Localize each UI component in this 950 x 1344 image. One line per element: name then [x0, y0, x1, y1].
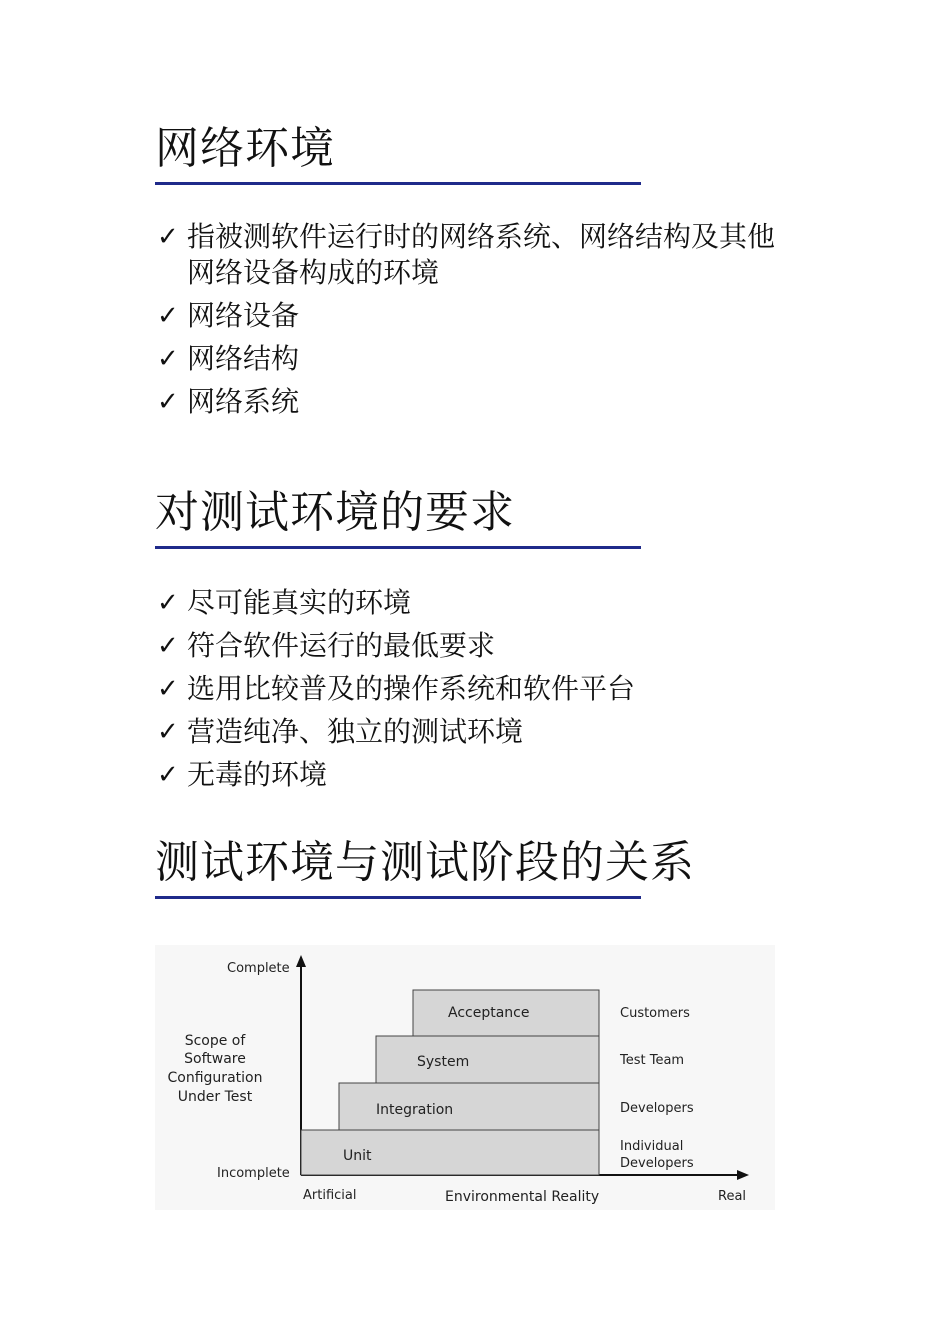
list-item-text: 网络结构	[187, 342, 300, 375]
list-item-text: 符合软件运行的最低要求	[187, 629, 496, 662]
role-label-individual-developers: Developers	[620, 1156, 694, 1171]
role-label-test-team: Test Team	[620, 1053, 685, 1068]
list-item	[155, 585, 815, 621]
y-axis-title-line: Under Test	[177, 1089, 253, 1105]
y-top-label: Complete	[227, 961, 290, 976]
check-icon: ✓	[157, 631, 179, 661]
section-env-stage-relation	[155, 836, 815, 899]
bullet-list	[155, 219, 815, 420]
list-item-text: 网络系统	[187, 385, 300, 418]
section-title: 对测试环境的要求	[155, 487, 515, 538]
list-item	[155, 298, 815, 334]
x-right-label: Real	[718, 1189, 747, 1204]
check-icon: ✓	[157, 717, 179, 747]
role-label-customers: Customers	[620, 1006, 690, 1021]
list-item	[155, 341, 815, 377]
list-item	[155, 219, 815, 291]
section-test-env-requirements	[155, 486, 815, 800]
list-item-text: 网络设备	[187, 299, 300, 332]
list-item	[155, 671, 815, 707]
check-icon: ✓	[157, 588, 179, 618]
check-icon: ✓	[157, 222, 179, 252]
list-item	[155, 714, 815, 750]
y-axis-title-line: Software	[184, 1051, 246, 1067]
bullet-list	[155, 585, 815, 793]
check-icon: ✓	[157, 301, 179, 331]
y-axis-title-line: Configuration	[167, 1070, 263, 1086]
test-environment-stage-diagram	[155, 945, 775, 1215]
list-item	[155, 628, 815, 664]
role-label-individual: Individual	[620, 1139, 684, 1154]
role-label-developers: Developers	[620, 1101, 694, 1116]
stage-box-system	[376, 1036, 599, 1083]
stage-label-system: System	[417, 1054, 470, 1070]
title-underline	[155, 896, 641, 899]
check-icon: ✓	[157, 674, 179, 704]
list-item-text: 营造纯净、独立的测试环境	[187, 715, 524, 748]
y-bottom-label: Incomplete	[217, 1166, 290, 1181]
title-underline	[155, 546, 641, 549]
section-network-env	[155, 122, 815, 427]
list-item-text: 指被测软件运行时的网络系统、网络结构及其他网络设备构成的环境	[187, 220, 776, 289]
section-title: 网络环境	[155, 123, 335, 174]
title-underline	[155, 182, 641, 185]
stage-label-unit: Unit	[343, 1148, 372, 1164]
list-item	[155, 757, 815, 793]
y-axis-title-line: Scope of	[184, 1033, 246, 1049]
stage-label-integration: Integration	[376, 1102, 454, 1118]
section-title: 测试环境与测试阶段的关系	[155, 837, 695, 888]
list-item-text: 无毒的环境	[187, 758, 328, 791]
list-item	[155, 384, 815, 420]
x-axis-title: Environmental Reality	[445, 1189, 600, 1205]
check-icon: ✓	[157, 760, 179, 790]
list-item-text: 尽可能真实的环境	[187, 586, 412, 619]
list-item-text: 选用比较普及的操作系统和软件平台	[187, 672, 636, 705]
check-icon: ✓	[157, 387, 179, 417]
stage-label-acceptance: Acceptance	[448, 1005, 530, 1021]
x-left-label: Artificial	[303, 1188, 357, 1203]
check-icon: ✓	[157, 344, 179, 374]
